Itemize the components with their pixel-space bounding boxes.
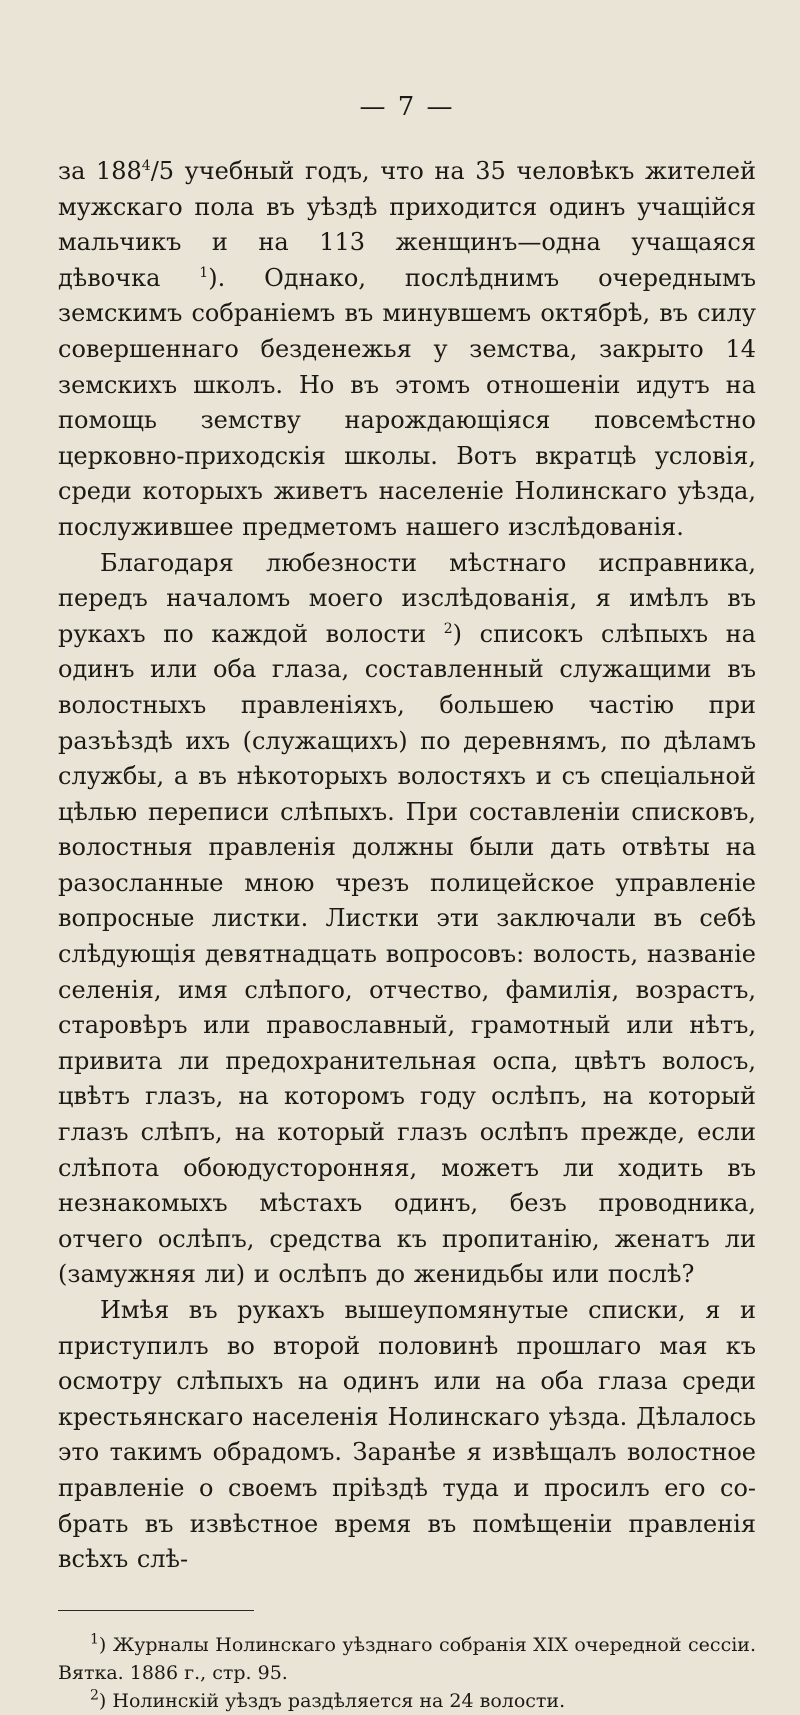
footnote-mark-1: 1 [90,1631,99,1648]
page-number: — 7 — [359,92,455,122]
footnote-ref-2[interactable]: 2 [443,620,453,637]
paragraph-1: за $188^4/5$ учебный годъ, что на 35 человѣкъ жителей мужскаго пола въ уѣздѣ приходится одинъ учащійся мальчикъ и на 113 женщинъ—одна учащаяся дѣвочка $^1$). Однако, послѣднимъ очереднымъ земскимъ собраніемъ въ минувшемъ октябрѣ, въ силу совершеннаго безденежья у земства, закрыто 14 земскихъ школъ. Но въ этомъ отношеніи идутъ на помощь земству нарождающіяся повсемѣстно церковно-приходскія школы. Вотъ вкратцѣ условія, среди которыхъ живетъ населеніе Нолинскаго уѣзда, послужившее предметомъ нашего изслѣдованія. [58,157,756,541]
footnote-divider [58,1610,254,1611]
body-text [58,154,756,1578]
fraction-numerator: 4 [141,158,151,174]
footnote-2: $^2$) Нолинскій уѣздъ раздѣляется на 24 волости. [90,1687,566,1712]
footnote-mark-2: 2 [90,1687,99,1704]
footnote-ref-1[interactable]: 1 [199,264,209,281]
footnotes [58,1631,756,1715]
footnote-1: $^1$) Журналы Нолинскаго уѣзднаго собранія XIX очередной сессіи. Вятка. 1886 г., стр. 95. [58,1631,756,1684]
paragraph-3: Имѣя въ рукахъ вышеупомянутые списки, я и приступилъ во второй половинѣ прошлаго мая къ осмотру слѣпыхъ на одинъ или на оба глаза среди крестьянскаго населенія Нолинскаго уѣзда. Дѣлалось это такимъ обрадомъ. Заранѣе я извѣщалъ волостное правленіе о своемъ пріѣздѣ туда и просилъ его собрать въ извѣстное время въ помѣщеніи правленія всѣхъ слѣ- [58,1296,756,1574]
paragraph-2: Благодаря любезности мѣстнаго исправника, передъ началомъ моего изслѣдованія, я имѣлъ въ рукахъ по каждой волости $^2$) списокъ слѣпыхъ на одинъ или оба глаза, составленный служащими въ волостныхъ правленіяхъ, большею частію при разъѣздѣ ихъ (служащихъ) по деревнямъ, по дѣламъ службы, а въ нѣкоторыхъ волостяхъ и съ спеціальной цѣлью переписи слѣпыхъ. При составленіи списковъ, волостныя правленія должны были дать отвѣты на разосланные мною чрезъ полицейское управленіе вопросные листки. Листки эти заключали въ себѣ слѣдующія девятнадцать вопросовъ: волость, названіе селенія, имя слѣпого, отчество, фамилія, возрастъ, старовѣръ или православный, грамотный или нѣтъ, привита ли предохранительная оспа, цвѣтъ волосъ, цвѣтъ глазъ, на которомъ году ослѣпъ, на который глазъ слѣпъ, на который глазъ ослѣпъ прежде, если слѣпота обоюдусторонняя, можетъ ли ходить въ незнакомыхъ мѣстахъ одинъ, безъ проводника, отчего ослѣпъ, средства къ пропитанію, женатъ ли (замужняя ли) и ослѣпъ до женидьбы или послѣ? [58,548,756,1289]
